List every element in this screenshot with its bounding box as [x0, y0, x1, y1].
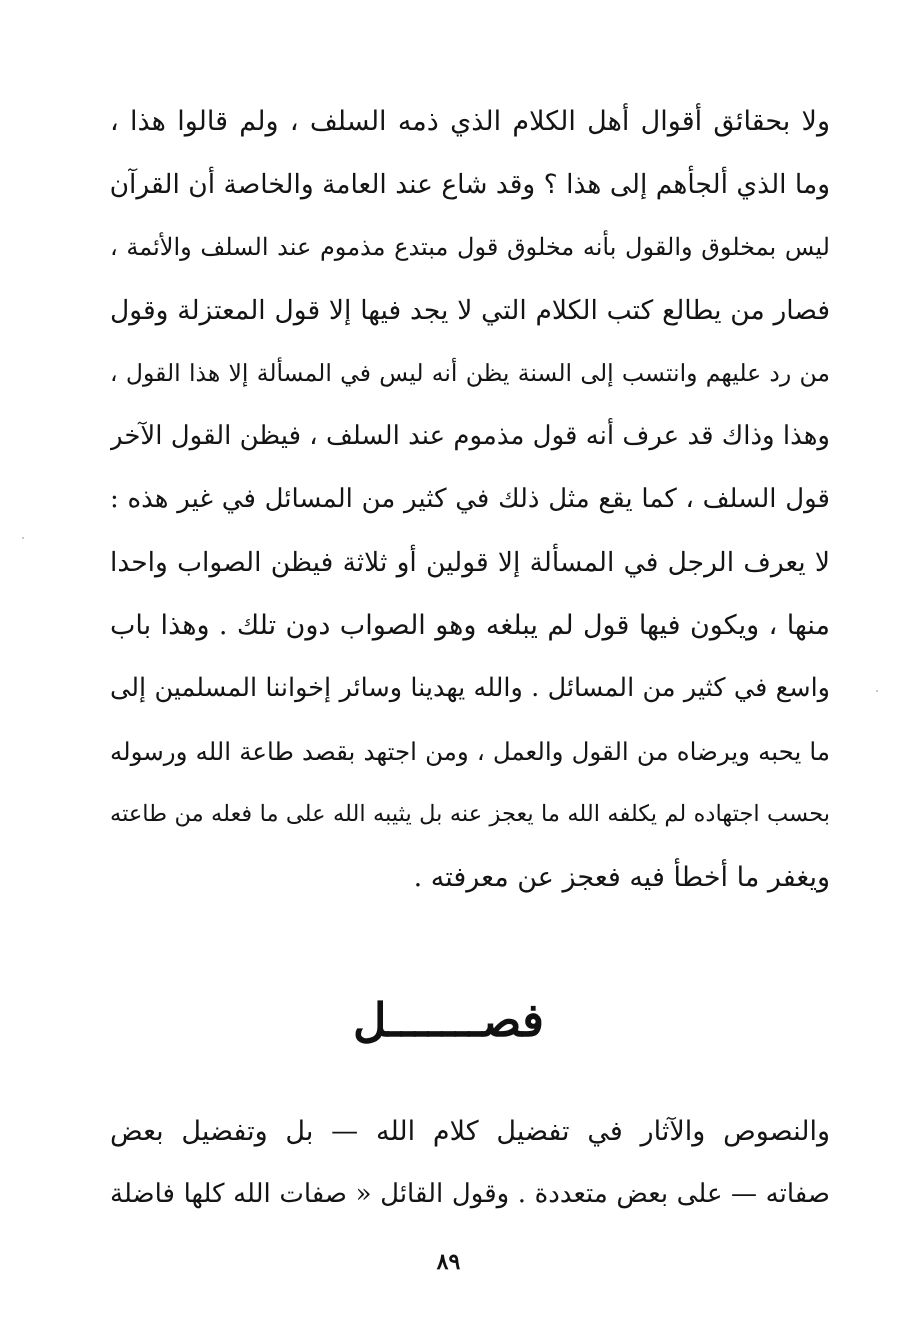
- text-line: ولا بحقائق أقوال أهل الكلام الذي ذمه السلف ، ولم قالوا هذا ،: [110, 106, 830, 137]
- text-line: من رد عليهم وانتسب إلى السنة يظن أنه ليس في المسألة إلا هذا القول ،: [110, 359, 830, 387]
- text-line: ليس بمخلوق والقول بأنه مخلوق قول مبتدع مذموم عند السلف والأئمة ،: [110, 233, 830, 261]
- text-line: وما الذي ألجأهم إلى هذا ؟ وقد شاع عند العامة والخاصة أن القرآن: [110, 169, 830, 200]
- text-line: والنصوص والآثار في تفضيل كلام الله — بل وتفضيل بعض: [110, 1116, 830, 1147]
- text-line: بحسب اجتهاده لم يكلفه الله ما يعجز عنه بل يثيبه الله على ما فعله من طاعته: [110, 801, 830, 827]
- page-number: ٨٩: [436, 1249, 461, 1275]
- text-line: قول السلف ، كما يقع مثل ذلك في كثير من المسائل في غير هذه :: [110, 484, 830, 514]
- text-line: واسع في كثير من المسائل . والله يهدينا وسائر إخواننا المسلمين إلى: [110, 673, 830, 703]
- text-line: صفاته — على بعض متعددة . وقول القائل « صفات الله كلها فاضلة: [110, 1179, 830, 1209]
- scan-speck: [876, 690, 878, 692]
- text-line: فصار من يطالع كتب الكلام التي لا يجد فيها إلا قول المعتزلة وقول: [110, 295, 830, 326]
- scan-speck: [22, 537, 24, 539]
- paragraph-2: [110, 1100, 830, 1226]
- paragraph-1: [110, 90, 830, 909]
- text-line: لا يعرف الرجل في المسألة إلا قولين أو ثلاثة فيظن الصواب واحدا: [110, 547, 830, 578]
- text-line: منها ، ويكون فيها قول لم يبلغه وهو الصواب دون تلك . وهذا باب: [110, 610, 830, 641]
- text-line: ويغفر ما أخطأ فيه فعجز عن معرفته .: [413, 862, 830, 893]
- text-line: ما يحبه ويرضاه من القول والعمل ، ومن اجتهد بقصد طاعة الله ورسوله: [110, 737, 830, 766]
- text-line: وهذا وذاك قد عرف أنه قول مذموم عند السلف ، فيظن القول الآخر: [110, 421, 830, 451]
- section-heading: فصـــــــل: [352, 993, 545, 1047]
